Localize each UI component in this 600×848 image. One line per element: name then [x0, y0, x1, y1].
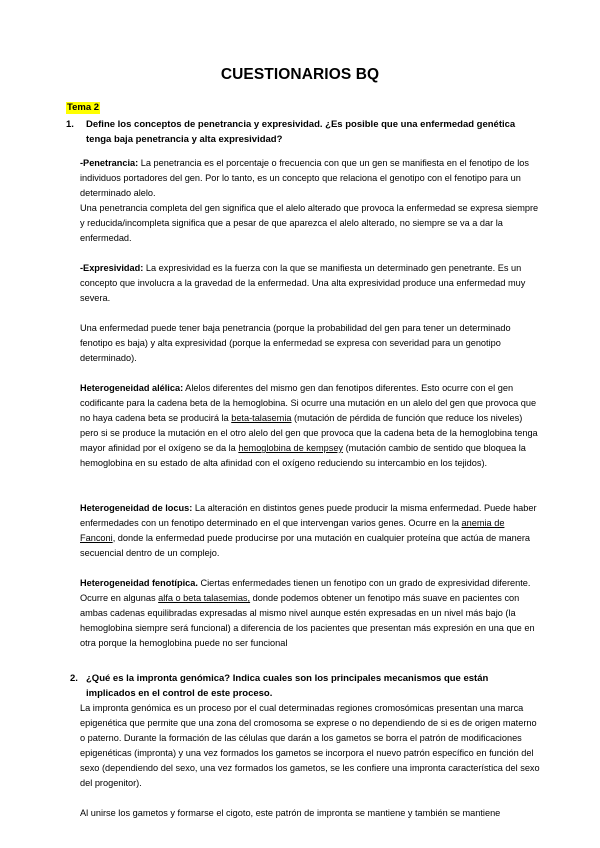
fenotipica-text-2: donde podemos obtener un fenotipo más suave en pacientes con ambas cadenas equilibradas expresadas al mismo nivel aunque estén expresadas en un nivel más bajo (la hemoglobina siempre será funcional) a diferencia de los pacientes que presentan más expresión en una que en otra porque la hemoglobina puede no ser funcional [80, 593, 535, 648]
penetrancia-paragraph [80, 156, 542, 201]
question-1 [66, 117, 546, 147]
tema-heading: Tema 2 [67, 102, 100, 113]
expresividad-text: La expresividad es la fuerza con la que se manifiesta un determinado gen penetrante. Es un concepto que involucra a la gravedad de la enfermedad. Una alta expresividad produce una enfermedad muy severa. [80, 263, 526, 303]
heterogeneidad-locus-paragraph [80, 501, 542, 561]
heterogeneidad-fenotipica-paragraph [80, 576, 542, 651]
penetrancia-text: La penetrancia es el porcentaje o frecuencia con que un gen se manifiesta en el fenotipo de los individuos portadores del gen. Por lo tanto, es un concepto que relaciona el genotipo con el fenotipo para un determinado alelo. [80, 158, 529, 198]
alelica-text-3: (mutación cambio de sentido que bloquea la hemoglobina en su estado de alta afinidad con el oxígeno reduciendo su intercambio en los tejidos). [80, 443, 526, 468]
fenotipica-text-1: Ciertas enfermedades tienen un fenotipo con un grado de expresividad diferente. Ocurre en algunas [80, 578, 531, 603]
expresividad-paragraph [80, 261, 542, 306]
anemia-fanconi-link[interactable]: anemia de Fanconi [80, 518, 505, 543]
heterogeneidad-alelica-paragraph [80, 381, 542, 471]
cigoto-paragraph: Al unirse los gametos y formarse el cigoto, este patrón de impronta se mantiene y también se mantiene [80, 808, 501, 818]
penetrancia-label: -Penetrancia: [80, 158, 139, 168]
locus-text-1: La alteración en distintos genes puede producir la misma enfermedad. Puede haber enfermedades con un fenotipo determinado en el que intervengan varios genes. Ocurre en la [80, 503, 537, 528]
fenotipica-label: Heterogeneidad fenotípica. [80, 578, 198, 588]
question-1-number: 1. [66, 119, 74, 130]
question-2-number: 2. [70, 673, 78, 684]
alelica-text-1: Alelos diferentes del mismo gen dan fenotipos diferentes. Esto ocurre con el gen codificante para la cadena beta de la hemoglobina. Si ocurre una mutación en un alelo del gen que provoca que no haya cadena beta se producirá la [80, 383, 537, 423]
alelica-label: Heterogeneidad alélica: [80, 383, 184, 393]
expresividad-label: -Expresividad: [80, 263, 144, 273]
penetrancia-paragraph-2: Una penetrancia completa del gen significa que el alelo alterado que provoca la enfermedad se expresa siempre y reducida/incompleta significa que a pesar de que aparezca el alelo alterado, no siempre se va a dar la enfermedad. [80, 203, 539, 243]
locus-label: Heterogeneidad de locus: [80, 503, 193, 513]
document-title: CUESTIONARIOS BQ [220, 66, 380, 83]
alelica-text-2: (mutación de pérdida de función que reduce los niveles) pero si se produce la mutación en el otro alelo del gen que provoca que la cadena beta de la hemoglobina tenga mayor afinidad por el oxígeno se da la [80, 413, 538, 453]
baja-penetrancia-paragraph: Una enfermedad puede tener baja penetrancia (porque la probabilidad del gen para tener un determinado fenotipo es baja) y alta expresividad (porque la enfermedad se expresa con severidad para un genotipo determinado). [80, 323, 511, 363]
beta-talasemia-link[interactable]: beta-talasemia [231, 413, 292, 423]
question-2-text: ¿Qué es la impronta genómica? Indica cuales son los principales mecanismos que están implicados en el control de este proceso. [86, 673, 489, 699]
impronta-paragraph: La impronta genómica es un proceso por el cual determinadas regiones cromosómicas presentan una marca epigenética que permite que una zona del cromosoma se exprese o no dependiendo de si es de origen materno o paterno. Durante la formación de las células que darán a los gametos se borra el patrón de modificaciones epigenéticas (impronta) y una vez formados los gametos se incorpora el nuevo patrón específico en función del sexo (dependiendo del sexo, una vez formados los gametos, se les confiere una impronta característica del sexo del progenitor). [80, 703, 540, 788]
alfa-beta-talasemias-link[interactable]: alfa o beta talasemias, [158, 593, 251, 603]
locus-text-2: , donde la enfermedad puede producirse por una mutación en cualquier proteína que actúa de manera secuencial dentro de un complejo. [80, 533, 530, 558]
question-2 [70, 671, 546, 701]
question-1-text: Define los conceptos de penetrancia y expresividad. ¿Es posible que una enfermedad genética tenga baja penetrancia y alta expresividad? [86, 119, 516, 145]
hemoglobina-kempsey-link[interactable]: hemoglobina de kempsey [238, 443, 344, 453]
